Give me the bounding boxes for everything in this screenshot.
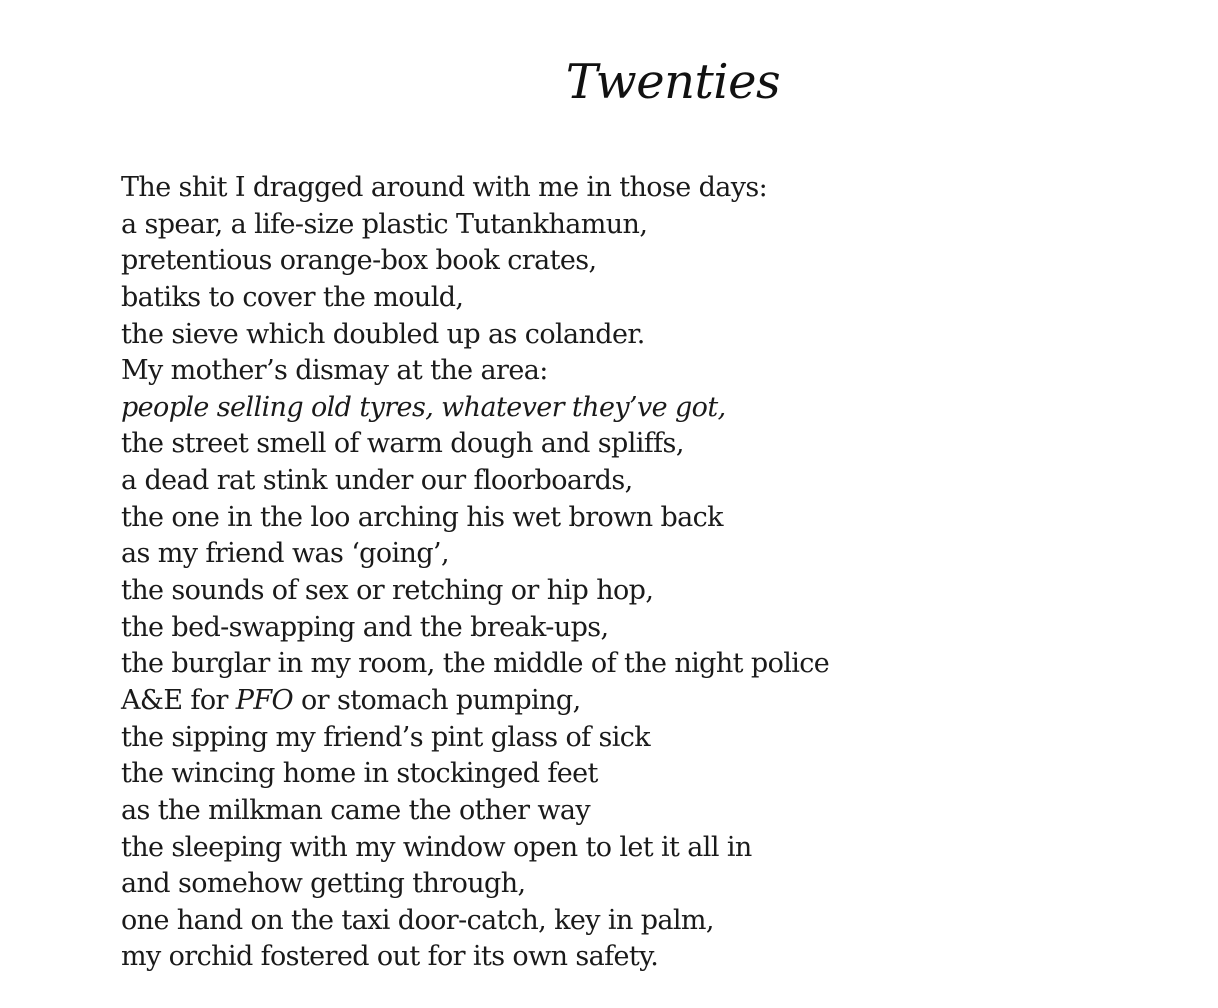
poem-line: the wincing home in stockinged feet	[121, 758, 598, 790]
poem-line: and somehow getting through,	[121, 868, 526, 900]
poem-line: the sleeping with my window open to let it all in	[121, 831, 752, 863]
poem-line: the burglar in my room, the middle of the night police	[121, 648, 830, 680]
poem-line: the bed-swapping and the break-ups,	[121, 611, 609, 643]
poem-line: the street smell of warm dough and spliffs,	[121, 428, 684, 460]
poem-line: The shit I dragged around with me in those days:	[121, 172, 768, 203]
poem-body	[121, 170, 1121, 976]
poem-line: the sounds of sex or retching or hip hop,	[121, 575, 654, 607]
poem-line: as the milkman came the other way	[121, 794, 591, 826]
poem-line-mixed	[121, 683, 1121, 720]
poem-line: a dead rat stink under our floorboards,	[121, 465, 633, 497]
poem-line: the sieve which doubled up as colander.	[121, 318, 645, 350]
poem-line: one hand on the taxi door-catch, key in palm,	[121, 904, 714, 936]
poem-line-part: or stomach pumping,	[293, 684, 581, 716]
poem-line: as my friend was ‘going’,	[121, 538, 449, 570]
poem-line-italic-quote: people selling old tyres, whatever they’ve got,	[121, 391, 726, 423]
poem-line-part: A&E for	[121, 684, 236, 716]
poem-line: batiks to cover the mould,	[121, 281, 464, 313]
poem-line: the one in the loo arching his wet brown back	[121, 501, 723, 533]
poem-line: my orchid fostered out for its own safety.	[121, 941, 659, 973]
poem-line: pretentious orange-box book crates,	[121, 245, 597, 277]
poem-line: My mother’s dismay at the area:	[121, 355, 548, 387]
poem-line: the sipping my friend’s pint glass of sick	[121, 721, 651, 753]
poem-line: a spear, a life-size plastic Tutankhamun,	[121, 208, 648, 240]
poem-title: Twenties	[565, 54, 781, 110]
poem-line-emphasis: PFO	[235, 684, 294, 716]
